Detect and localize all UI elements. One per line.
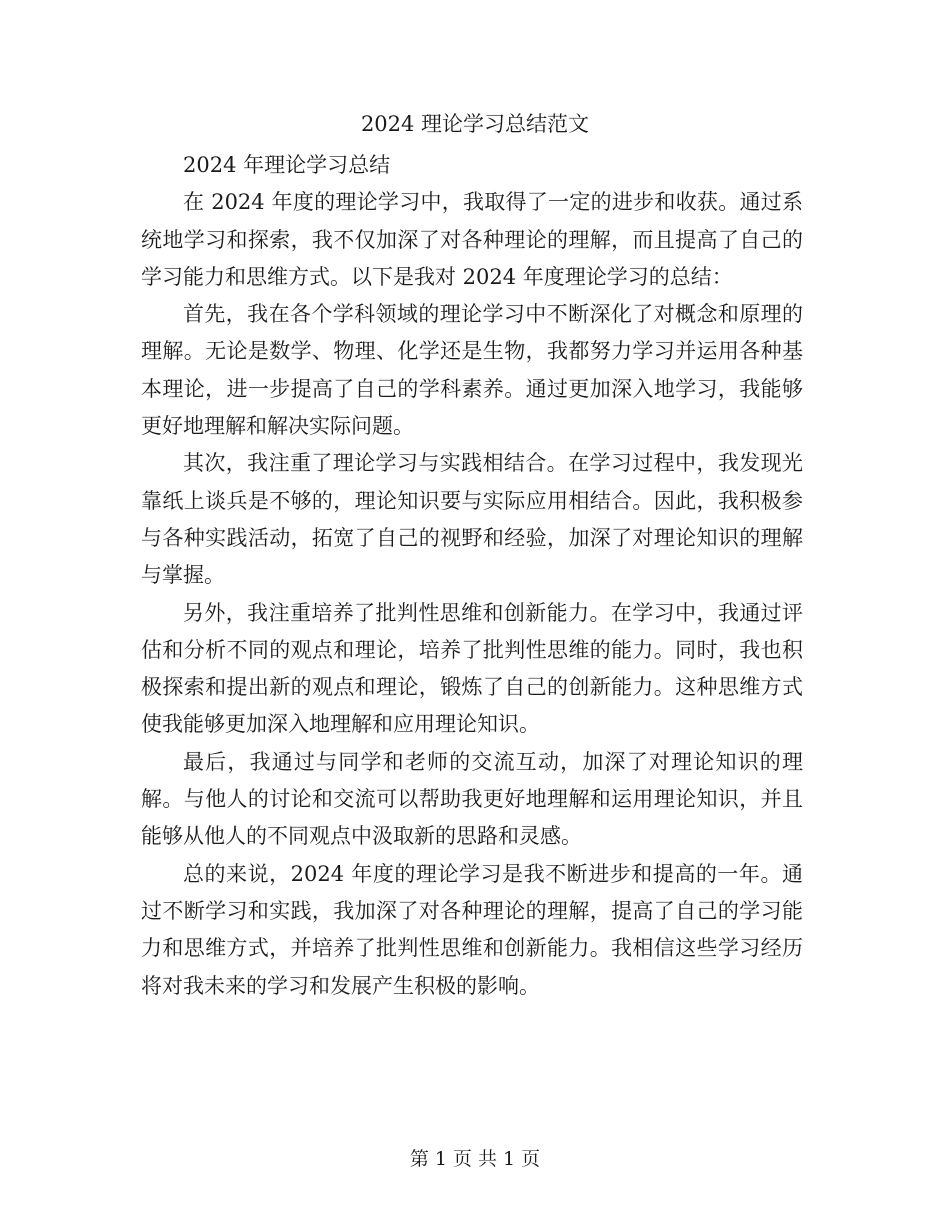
fourth-point-paragraph: 最后，我通过与同学和老师的交流互动，加深了对理论知识的理解。与他人的讨论和交流可以帮助我更好地理解和运用理论知识，并且能够从他人的不同观点中汲取新的思路和灵感。 (141, 749, 803, 849)
document-body (141, 147, 803, 1005)
conclusion-paragraph: 总的来说，2024 年度的理论学习是我不断进步和提高的一年。通过不断学习和实践，我加深了对各种理论的理解，提高了自己的学习能力和思维方式，并培养了批判性思维和创新能力。我相信这些学习经历将对我未来的学习和发展产生积极的影响。 (141, 861, 803, 998)
document-title: 2024 理论学习总结范文 (360, 112, 590, 136)
intro-paragraph: 在 2024 年度的理论学习中，我取得了一定的进步和收获。通过系统地学习和探索，我不仅加深了对各种理论的理解，而且提高了自己的学习能力和思维方式。以下是我对 2024 年度理论学习的总结： (141, 190, 803, 289)
second-point-paragraph: 其次，我注重了理论学习与实践相结合。在学习过程中，我发现光靠纸上谈兵是不够的，理论知识要与实际应用相结合。因此，我积极参与各种实践活动，拓宽了自己的视野和经验，加深了对理论知识的理解与掌握。 (141, 451, 803, 588)
subtitle-paragraph: 2024 年理论学习总结 (183, 153, 391, 177)
first-point-paragraph: 首先，我在各个学科领域的理论学习中不断深化了对概念和原理的理解。无论是数学、物理、化学还是生物，我都努力学习并运用各种基本理论，进一步提高了自己的学科素养。通过更加深入地学习，我能够更好地理解和解决实际问题。 (141, 302, 803, 439)
page-footer: 第 1 页 共 1 页 (409, 1148, 541, 1170)
third-point-paragraph: 另外，我注重培养了批判性思维和创新能力。在学习中，我通过评估和分析不同的观点和理论，培养了批判性思维的能力。同时，我也积极探索和提出新的观点和理论，锻炼了自己的创新能力。这种思维方式使我能够更加深入地理解和应用理论知识。 (141, 600, 803, 737)
